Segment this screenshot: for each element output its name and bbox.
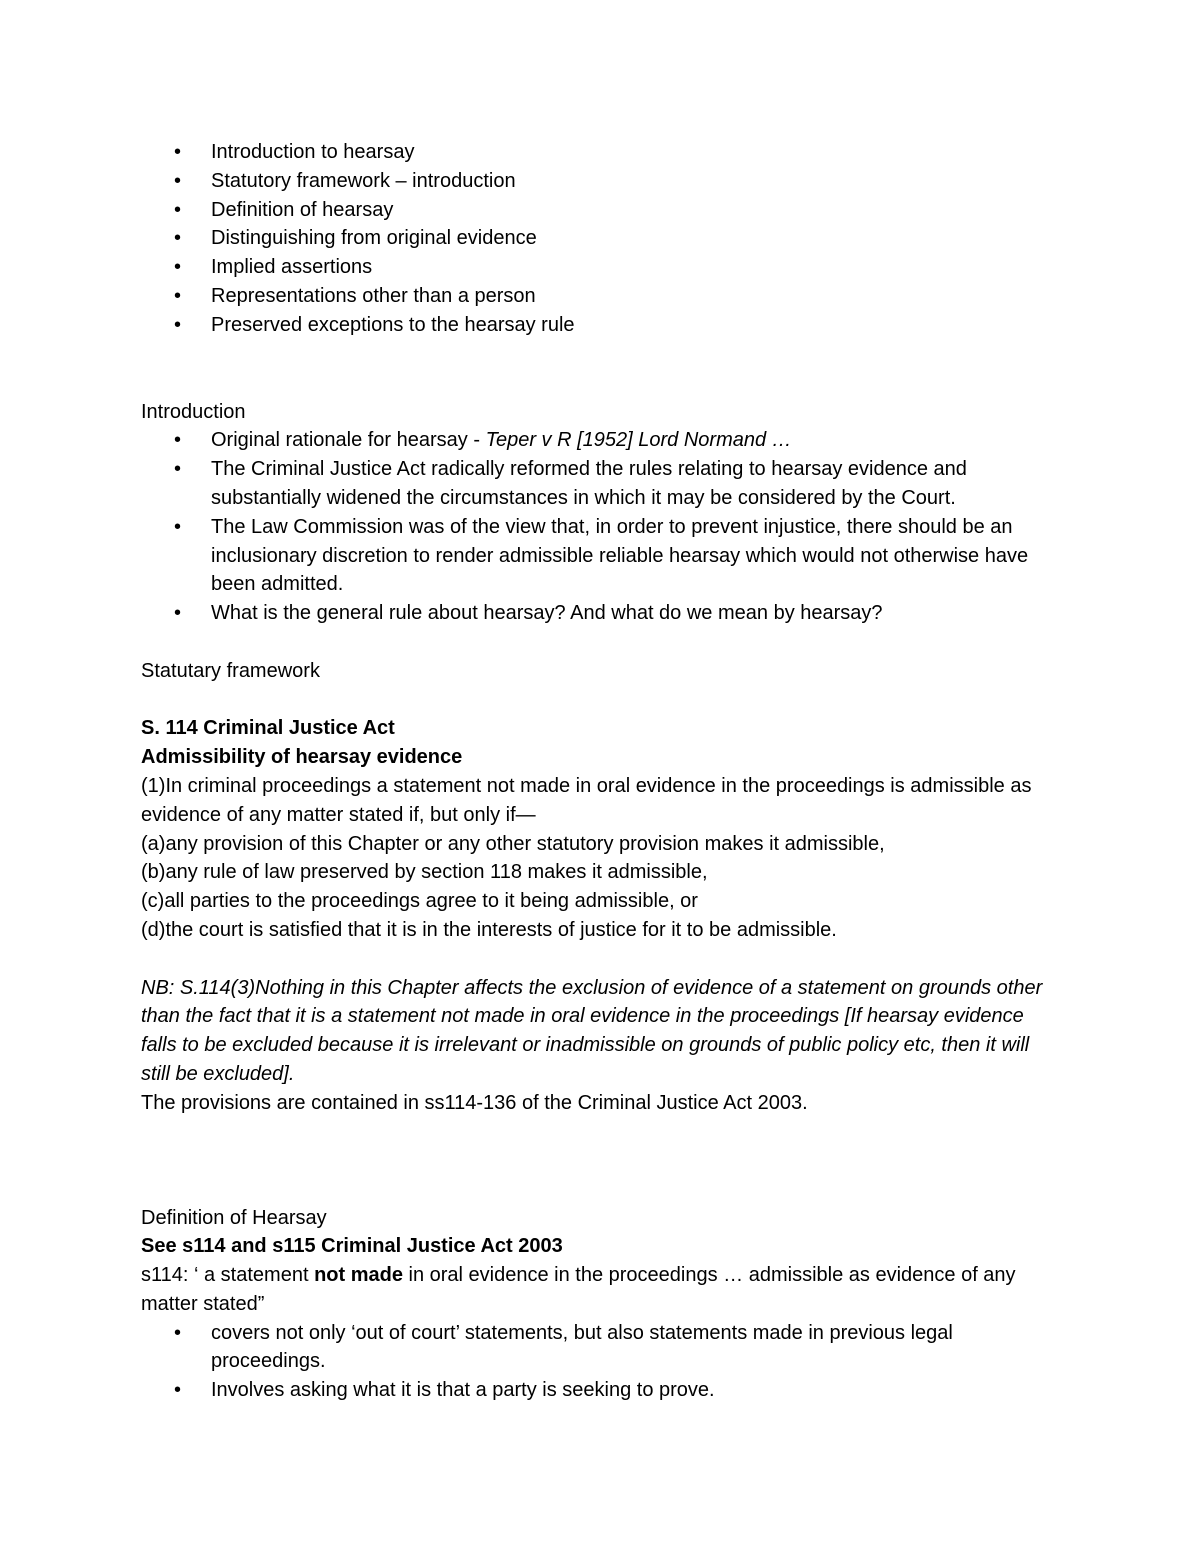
bullet-icon: •	[174, 141, 182, 163]
definition-list	[141, 1319, 1061, 1405]
overview-list	[141, 138, 1061, 340]
list-item: • The Law Commission was of the view that, in order to prevent injustice, there should be an inclusionary discretion to render admissible reliable hearsay which would not otherwise have been admitted.	[141, 513, 1061, 599]
list-item: • What is the general rule about hearsay? And what do we mean by hearsay?	[141, 599, 1061, 628]
list-item: • Definition of hearsay	[141, 196, 1061, 225]
clause-d: (d)the court is satisfied that it is in the interests of justice for it to be admissible.	[141, 918, 837, 941]
introduction-list	[141, 426, 1061, 628]
clause-b: (b)any rule of law preserved by section 118 makes it admissible,	[141, 861, 708, 884]
section-title: S. 114 Criminal Justice Act	[141, 717, 395, 740]
clause-a: (a)any provision of this Chapter or any other statutory provision makes it admissible,	[141, 832, 885, 855]
list-item: • Introduction to hearsay	[141, 138, 1061, 167]
bullet-icon: •	[174, 515, 182, 538]
nb-note: NB: S.114(3)Nothing in this Chapter affects the exclusion of evidence of a statement on grounds other than the fact that it is a statement not made in oral evidence in the proceedings [If hearsay evidence falls to be excluded because it is irrelevant or inadmissible on grounds of public policy etc, then it will still be excluded].	[141, 976, 1043, 1085]
definition-quote: s114: ‘ a statement not made in oral evidence in the proceedings … admissible as evidence of any matter stated”	[141, 1264, 1016, 1315]
list-item: • Preserved exceptions to the hearsay rule	[141, 311, 1061, 340]
document-page	[141, 138, 1061, 1405]
bullet-icon: •	[174, 227, 182, 250]
emphasis: not made	[314, 1264, 403, 1287]
bullet-icon: •	[174, 256, 182, 279]
bullet-icon: •	[174, 313, 182, 336]
list-item: • Distinguishing from original evidence	[141, 224, 1061, 253]
bullet-icon: •	[174, 602, 182, 625]
list-item: • Involves asking what it is that a party is seeking to prove.	[141, 1376, 1061, 1405]
list-item: • Representations other than a person	[141, 282, 1061, 311]
introduction-heading: Introduction	[141, 400, 246, 423]
statutory-heading: Statutary framework	[141, 659, 320, 682]
definition-heading: Definition of Hearsay	[141, 1206, 327, 1229]
list-item: • Statutory framework – introduction	[141, 167, 1061, 196]
bullet-icon: •	[174, 458, 182, 481]
clause-c: (c)all parties to the proceedings agree to it being admissible, or	[141, 890, 698, 913]
clause-1: (1)In criminal proceedings a statement not made in oral evidence in the proceedings is admissible as evidence of any matter stated if, but only if—	[141, 774, 1032, 826]
provisions-note: The provisions are contained in ss114-136 of the Criminal Justice Act 2003.	[141, 1091, 808, 1114]
bullet-icon: •	[174, 1321, 182, 1344]
section-subtitle: Admissibility of hearsay evidence	[141, 746, 463, 769]
bullet-icon: •	[174, 429, 182, 452]
list-item: • The Criminal Justice Act radically reformed the rules relating to hearsay evidence and substantially widened the circumstances in which it may be considered by the Court.	[141, 455, 1061, 513]
definition-see: See s114 and s115 Criminal Justice Act 2003	[141, 1235, 563, 1258]
list-item: • covers not only ‘out of court’ statements, but also statements made in previous legal proceedings.	[141, 1319, 1061, 1377]
bullet-icon: •	[174, 1379, 182, 1402]
case-citation: Teper v R [1952] Lord Normand …	[485, 429, 792, 452]
bullet-icon: •	[174, 198, 182, 221]
bullet-icon: •	[174, 284, 182, 307]
list-item: • Original rationale for hearsay - Teper v R [1952] Lord Normand …	[141, 426, 1061, 455]
bullet-icon: •	[174, 169, 182, 192]
list-item: • Implied assertions	[141, 253, 1061, 282]
